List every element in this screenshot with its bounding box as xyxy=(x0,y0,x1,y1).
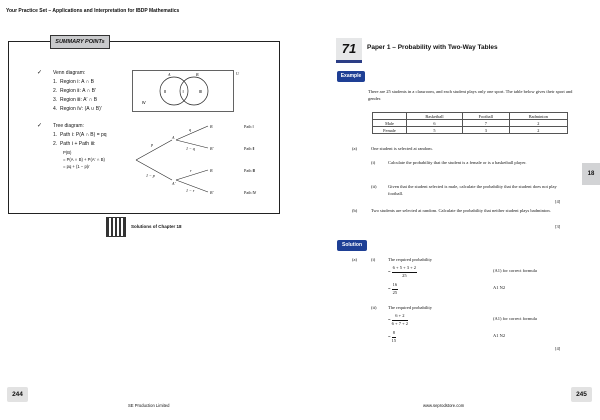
venn-label-b: B xyxy=(196,72,199,77)
solution-i-step1: = $\frac{6 + 5 + 3 + 2}{25}$ xyxy=(388,265,417,278)
venn-region-4: Ⅳ xyxy=(142,100,146,105)
footer-publisher: SE Production Limited xyxy=(128,403,170,408)
branch-label: 1 − q xyxy=(186,146,195,151)
tree-outcome: A′ xyxy=(172,181,176,186)
solution-ii-lead: The required probability xyxy=(388,305,432,310)
solution-i-label: (i) xyxy=(371,257,376,262)
qr-code[interactable] xyxy=(106,217,126,237)
page-number: 245 xyxy=(571,387,592,402)
solution-ii-step2: = $\frac{8}{15}$ xyxy=(388,330,397,343)
venn-item: 3. Region Ⅲ: A′ ∩ B xyxy=(53,97,98,103)
marks-b: [3] xyxy=(555,224,561,229)
venn-item: 2. Region Ⅱ: A ∩ B′ xyxy=(53,88,96,94)
branch-label: q xyxy=(189,127,191,132)
question-a-i-text: Calculate the probability that the student is a female or is a basketball player. xyxy=(388,160,527,165)
table-row: Female 5 3 2 xyxy=(373,127,568,134)
solution-i-step2: = $\frac{16}{25}$ xyxy=(388,282,398,295)
question-b-text: Two students are selected at random. Calculate the probability that neither student plays badminton. xyxy=(371,208,551,213)
branch-label: p xyxy=(151,142,153,147)
qr-label: Solutions of Chapter 18 xyxy=(131,224,182,229)
tree-path-label: Path Ⅲ xyxy=(244,168,256,173)
tree-formula-line: = pq + (1 − p)r xyxy=(63,164,90,169)
tree-outcome: A xyxy=(172,135,175,140)
solution-i-mark1: (A1) for correct formula xyxy=(493,268,537,273)
section-number-badge: 71 xyxy=(336,38,362,60)
tree-item: 2. Path Ⅰ + Path Ⅲ: xyxy=(53,141,96,147)
sport-gender-table xyxy=(372,112,568,134)
marks-a: [4] xyxy=(555,199,561,204)
venn-item: 1. Region Ⅰ: A ∩ B xyxy=(53,79,94,85)
branch-label: r xyxy=(190,168,192,173)
page-number: 244 xyxy=(7,387,28,402)
example-label: Example xyxy=(337,71,365,82)
tree-item: 1. Path Ⅰ: P(A ∩ B) = pq xyxy=(53,132,107,138)
question-a-label: (a) xyxy=(352,146,357,151)
tree-path-label: Path Ⅰ xyxy=(244,124,254,129)
table-row: Male 6 7 2 xyxy=(373,120,568,127)
venn-label-a: A xyxy=(168,72,171,77)
tree-outcome: B′ xyxy=(210,190,214,195)
venn-label-u: U xyxy=(236,71,239,76)
tree-outcome: B′ xyxy=(210,146,214,151)
chapter-tab: 18 xyxy=(582,163,600,185)
tree-title: Tree diagram: xyxy=(53,123,84,129)
venn-diagram xyxy=(132,70,234,112)
tree-path-label: Path Ⅳ xyxy=(244,190,257,195)
question-a-ii-text: Given that the student selected is male, calculate the probability that the student does not play football. xyxy=(388,184,557,196)
question-a-i-label: (i) xyxy=(371,160,376,165)
solution-label: Solution xyxy=(337,240,367,251)
branch-label: 1 − p xyxy=(146,173,155,178)
question-a-text: One student is selected at random. xyxy=(371,146,433,151)
check-icon: ✓ xyxy=(37,123,43,129)
marks-solution: [4] xyxy=(555,346,561,351)
solution-i-mark2: A1 N2 xyxy=(493,285,506,290)
tree-formula-line: = P(A ∩ B) + P(A′ ∩ B) xyxy=(63,157,105,162)
solution-ii-label: (ii) xyxy=(371,305,377,310)
branch-label: 1 − r xyxy=(186,188,195,193)
check-icon: ✓ xyxy=(37,70,43,76)
venn-region-2: Ⅱ xyxy=(164,89,166,94)
tree-diagram xyxy=(134,122,212,198)
venn-title: Venn diagram: xyxy=(53,70,86,76)
question-a-ii-label: (ii) xyxy=(371,184,377,189)
example-intro: There are 25 students in a classroom, and each student plays only one sport. The table below gives their sport and gender. xyxy=(368,89,573,101)
section-title: Paper 1 – Probability with Two-Way Tables xyxy=(367,44,498,51)
solution-i-lead: The required probability xyxy=(388,257,432,262)
table-header-row: Basketball Football Badminton xyxy=(373,113,568,120)
tree-outcome: B xyxy=(210,168,213,173)
tree-outcome: B xyxy=(210,124,213,129)
venn-item: 4. Region Ⅳ: (A ∪ B)′ xyxy=(53,106,102,112)
venn-region-1: Ⅰ xyxy=(182,89,184,94)
solution-ii-step1: = $\frac{6 + 2}{6 + 7 + 2}$ xyxy=(388,313,408,326)
venn-region-3: Ⅲ xyxy=(199,89,202,94)
running-header: Your Practice Set – Applications and Interpretation for IBDP Mathematics xyxy=(6,8,180,14)
summary-tab: SUMMARY POINTs xyxy=(50,35,110,49)
solution-ii-mark1: (A1) for correct formula xyxy=(493,316,537,321)
tree-formula-line: P(B) xyxy=(63,150,72,155)
footer-website: www.seprodstore.com xyxy=(423,403,465,408)
solution-ii-mark2: A1 N2 xyxy=(493,333,506,338)
tree-path-label: Path Ⅱ xyxy=(244,146,255,151)
question-b-label: (b) xyxy=(352,208,358,213)
solution-a-label: (a) xyxy=(352,257,357,262)
